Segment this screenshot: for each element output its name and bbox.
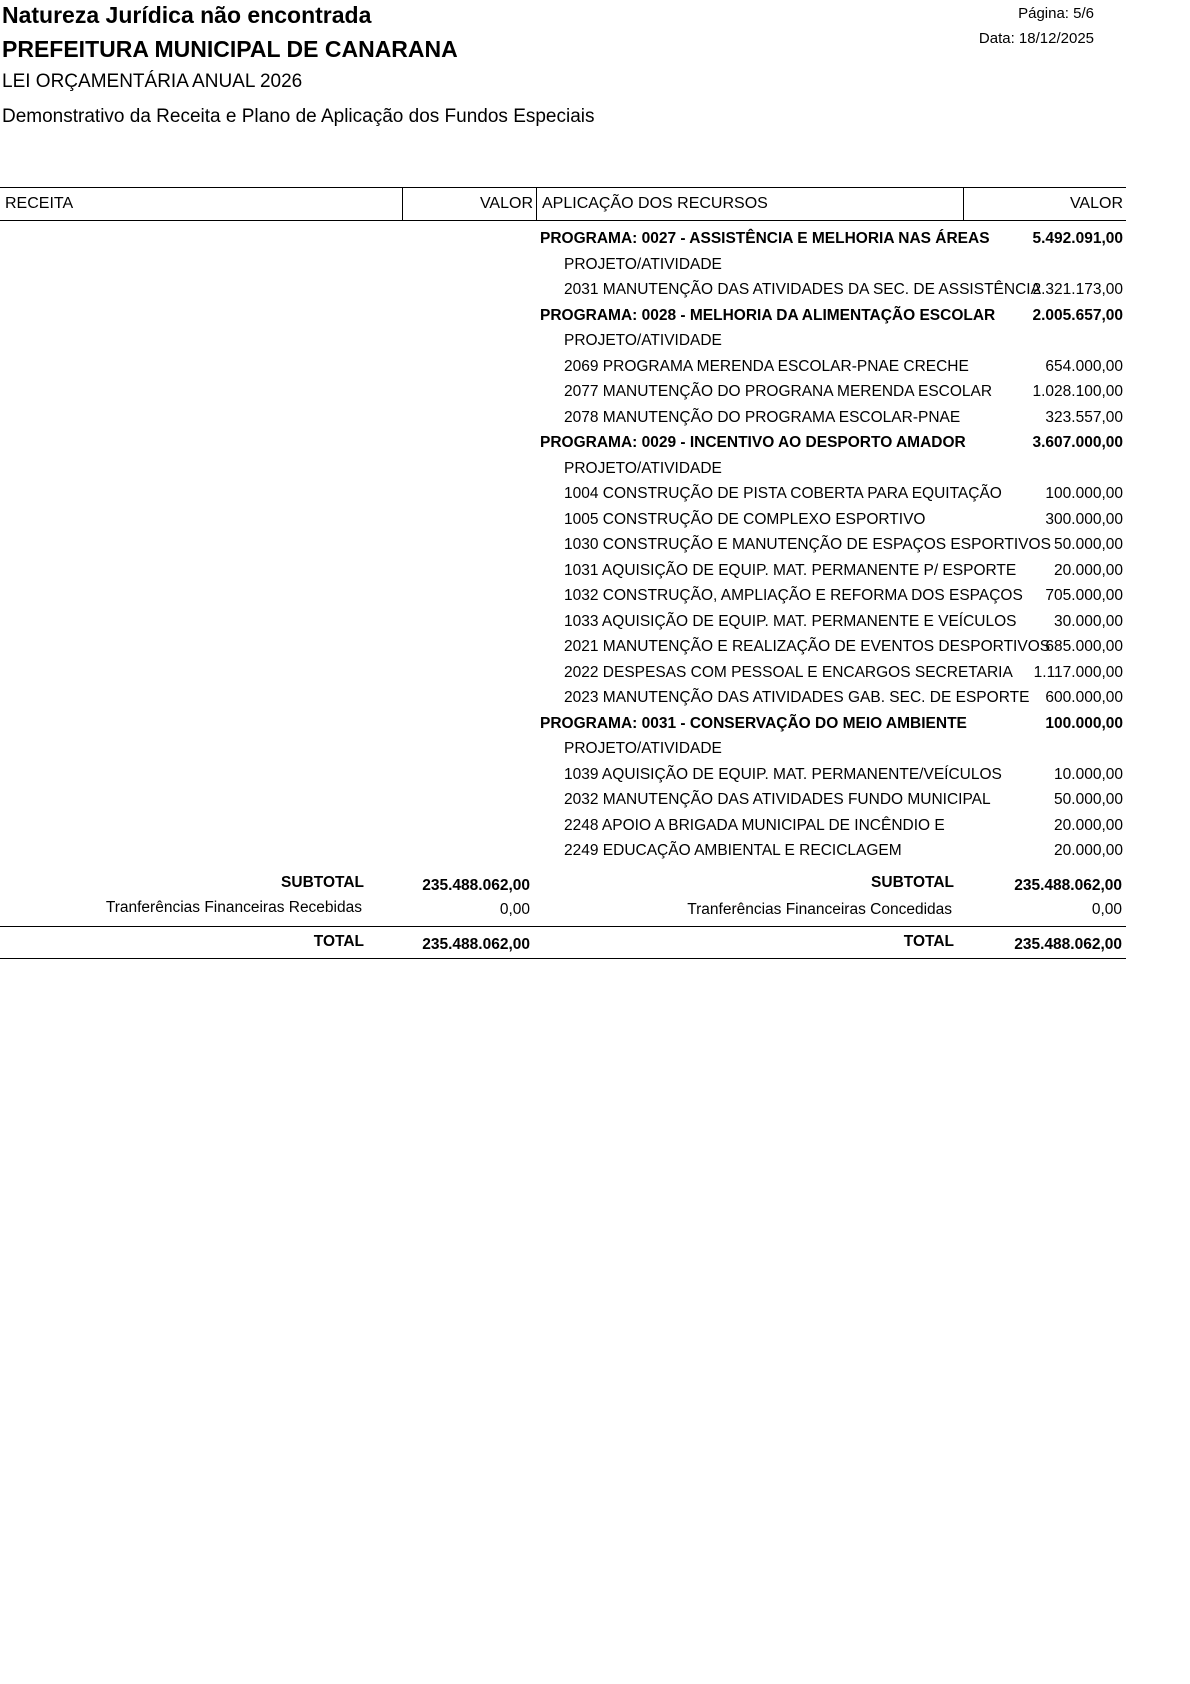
row-value: 2.005.657,00 (1032, 306, 1123, 324)
transf-concedidas-value: 0,00 (1091, 901, 1122, 918)
row-value: 300.000,00 (1045, 510, 1123, 528)
bottom-divider (0, 958, 1126, 959)
row-value: 20.000,00 (1054, 561, 1123, 579)
table-row (540, 813, 1125, 839)
transf-recebidas-label: Tranferências Financeiras Recebidas (105, 899, 362, 916)
row-description: 1005 CONSTRUÇÃO DE COMPLEXO ESPORTIVO (564, 510, 926, 528)
row-description: 1004 CONSTRUÇÃO DE PISTA COBERTA PARA EQUITAÇÃO (564, 485, 1002, 502)
row-description: 2021 MANUTENÇÃO E REALIZAÇÃO DE EVENTOS DESPORTIVOS (564, 638, 1051, 655)
table-row (540, 405, 1125, 431)
table-row (540, 354, 1125, 380)
table-row (540, 685, 1125, 711)
row-description: PROJETO/ATIVIDADE (564, 740, 722, 757)
section-label-row (540, 252, 1125, 278)
row-value: 100.000,00 (1045, 714, 1123, 732)
col-receita-header: RECEITA (5, 195, 74, 212)
row-value: 20.000,00 (1054, 842, 1123, 859)
total-divider (0, 926, 1126, 927)
table-row (540, 787, 1125, 813)
report-date: Data: 18/12/2025 (978, 30, 1094, 47)
row-description: PROJETO/ATIVIDADE (564, 332, 722, 349)
program-row (540, 303, 1125, 329)
law-title: LEI ORÇAMENTÁRIA ANUAL 2026 (2, 71, 303, 92)
column-divider (402, 187, 403, 221)
row-description: PROGRAMA: 0029 - INCENTIVO AO DESPORTO AMADOR (540, 434, 966, 451)
table-row (540, 583, 1125, 609)
row-value: 3.607.000,00 (1032, 434, 1123, 451)
table-row (540, 481, 1125, 507)
row-description: 2248 APOIO A BRIGADA MUNICIPAL DE INCÊNDIO E (564, 816, 945, 834)
row-description: PROJETO/ATIVIDADE (564, 255, 722, 273)
row-value: 705.000,00 (1045, 587, 1123, 604)
table-row (540, 762, 1125, 788)
total-receita-value: 235.488.062,00 (422, 936, 530, 953)
prefeitura-title: PREFEITURA MUNICIPAL DE CANARANA (2, 36, 458, 62)
subtotal-receita-value: 235.488.062,00 (422, 877, 530, 894)
section-label-row (540, 736, 1125, 762)
table-header (0, 187, 1126, 221)
row-description: 1030 CONSTRUÇÃO E MANUTENÇÃO DE ESPAÇOS ESPORTIVOS (564, 536, 1051, 553)
program-row (540, 711, 1125, 737)
subtotal-aplicacao-value: 235.488.062,00 (1014, 877, 1122, 894)
column-divider (536, 187, 537, 221)
row-description: 2032 MANUTENÇÃO DAS ATIVIDADES FUNDO MUNICIPAL (564, 791, 991, 808)
row-value: 100.000,00 (1045, 485, 1123, 502)
entity-title: Natureza Jurídica não encontrada (2, 2, 372, 28)
row-value: 654.000,00 (1045, 357, 1123, 375)
row-description: 1032 CONSTRUÇÃO, AMPLIAÇÃO E REFORMA DOS ESPAÇOS (564, 587, 1023, 604)
row-value: 1.028.100,00 (1032, 383, 1123, 400)
table-row (540, 277, 1125, 303)
table-row (540, 532, 1125, 558)
transf-recebidas-value: 0,00 (499, 901, 530, 918)
table-row (540, 660, 1125, 686)
row-description: 2031 MANUTENÇÃO DAS ATIVIDADES DA SEC. DE ASSISTÊNCIA (564, 281, 1041, 298)
table-row (540, 379, 1125, 405)
subtotal-aplicacao-label: SUBTOTAL (871, 874, 954, 891)
row-description: 1033 AQUISIÇÃO DE EQUIP. MAT. PERMANENTE E VEÍCULOS (564, 612, 1017, 630)
table-row (540, 558, 1125, 584)
table-row (540, 634, 1125, 660)
row-value: 50.000,00 (1054, 791, 1123, 808)
transf-concedidas-label: Tranferências Financeiras Concedidas (687, 901, 952, 918)
table-row (540, 507, 1125, 533)
row-description: PROGRAMA: 0028 - MELHORIA DA ALIMENTAÇÃO ESCOLAR (540, 306, 996, 324)
program-row (540, 226, 1125, 252)
total-aplicacao-label: TOTAL (903, 933, 954, 950)
row-value: 5.492.091,00 (1032, 230, 1123, 247)
col-aplicacao-header: APLICAÇÃO DOS RECURSOS (542, 195, 768, 212)
table-row (540, 838, 1125, 864)
row-value: 600.000,00 (1045, 689, 1123, 706)
row-value: 2.321.173,00 (1032, 281, 1123, 298)
section-label-row (540, 456, 1125, 482)
row-description: 1039 AQUISIÇÃO DE EQUIP. MAT. PERMANENTE/VEÍCULOS (564, 765, 1002, 783)
total-receita-label: TOTAL (313, 933, 364, 950)
row-value: 1.117.000,00 (1033, 663, 1123, 681)
row-description: PROGRAMA: 0031 - CONSERVAÇÃO DO MEIO AMBIENTE (540, 714, 967, 732)
row-description: 2069 PROGRAMA MERENDA ESCOLAR-PNAE CRECHE (564, 357, 969, 375)
row-value: 685.000,00 (1045, 638, 1123, 655)
row-description: PROGRAMA: 0027 - ASSISTÊNCIA E MELHORIA NAS ÁREAS (540, 230, 990, 247)
table-row (540, 609, 1125, 635)
column-divider (963, 187, 964, 221)
row-description: 2078 MANUTENÇÃO DO PROGRAMA ESCOLAR-PNAE (564, 408, 961, 426)
aplicacao-rows (540, 226, 1125, 864)
row-description: 2249 EDUCAÇÃO AMBIENTAL E RECICLAGEM (564, 842, 902, 859)
row-description: 2022 DESPESAS COM PESSOAL E ENCARGOS SECRETARIA (564, 663, 1013, 681)
col-valor-receita-header: VALOR (479, 195, 533, 212)
row-value: 323.557,00 (1045, 408, 1123, 426)
subtotal-receita-label: SUBTOTAL (281, 874, 364, 891)
row-description: PROJETO/ATIVIDADE (564, 459, 722, 477)
program-row (540, 430, 1125, 456)
row-value: 20.000,00 (1054, 816, 1123, 834)
row-description: 2023 MANUTENÇÃO DAS ATIVIDADES GAB. SEC. DE ESPORTE (564, 689, 1030, 706)
row-description: 1031 AQUISIÇÃO DE EQUIP. MAT. PERMANENTE P/ ESPORTE (564, 561, 1017, 579)
row-value: 10.000,00 (1054, 765, 1123, 783)
col-valor-aplicacao-header: VALOR (1069, 195, 1123, 212)
total-aplicacao-value: 235.488.062,00 (1014, 936, 1122, 953)
row-value: 30.000,00 (1054, 612, 1123, 630)
report-description: Demonstrativo da Receita e Plano de Aplicação dos Fundos Especiais (2, 106, 595, 127)
page-number: Página: 5/6 (1018, 5, 1094, 22)
row-value: 50.000,00 (1054, 536, 1123, 553)
section-label-row (540, 328, 1125, 354)
row-description: 2077 MANUTENÇÃO DO PROGRANA MERENDA ESCOLAR (564, 383, 993, 400)
